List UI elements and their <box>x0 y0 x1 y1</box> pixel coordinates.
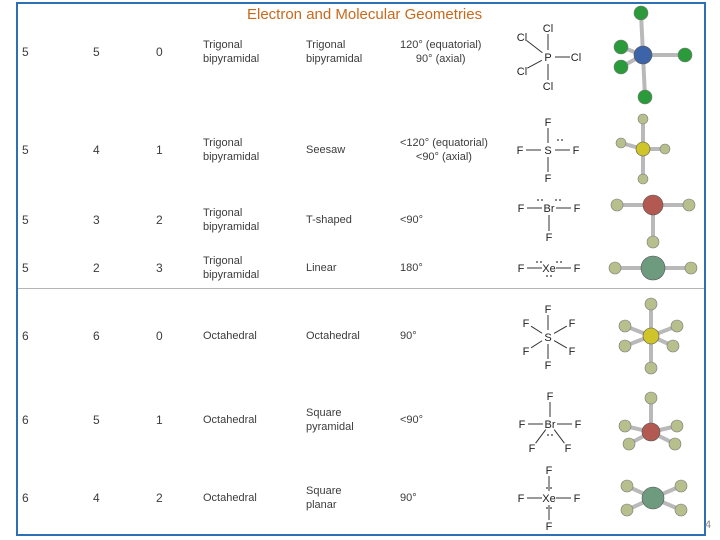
electron-domain-geometry: Octahedral <box>203 414 257 426</box>
ligand-atom-label: F <box>545 465 553 477</box>
molecule-model <box>614 6 692 104</box>
ligand-atom-ball <box>614 60 628 74</box>
central-atom-label: Xe <box>542 493 556 505</box>
ligand-atom-ball <box>621 504 633 516</box>
ligand-atom-label: Cl <box>516 66 528 78</box>
ligand-atom-label: F <box>517 263 525 275</box>
page-title: Electron and Molecular Geometries <box>247 6 483 23</box>
page-number: 4 <box>705 519 712 531</box>
molecular-geometry: Linear <box>306 262 337 274</box>
ligand-atom-label: F <box>528 443 536 455</box>
ligand-atom-label: F <box>516 145 524 157</box>
molecule-model <box>611 195 695 248</box>
ligand-atom-ball <box>616 138 626 148</box>
nonbonding-domain-count: 2 <box>156 213 163 227</box>
ligand-atom-ball <box>667 340 679 352</box>
ligand-atom-label: F <box>568 318 576 330</box>
molecular-geometry: Trigonal bipyramidal <box>306 39 363 65</box>
central-atom-ball <box>643 195 663 215</box>
ligand-atom-ball <box>619 420 631 432</box>
ligand-atom-label: F <box>522 346 530 358</box>
ligand-atom-label: F <box>518 419 526 431</box>
bond-angles: <90° <box>400 414 424 426</box>
molecule-model <box>619 392 683 450</box>
ligand-atom-label: F <box>573 263 581 275</box>
ligand-atom-ball <box>623 438 635 450</box>
ligand-atom-label: F <box>544 304 552 316</box>
ligand-atom-ball <box>685 262 697 274</box>
nonbonding-domain-count: 2 <box>156 491 163 505</box>
electron-domain-geometry: Octahedral <box>203 492 257 504</box>
electron-domain-geometry: Trigonal bipyramidal <box>203 255 260 281</box>
central-atom-ball <box>642 423 660 441</box>
electron-domain-count: 6 <box>22 491 29 505</box>
central-atom-ball <box>636 142 650 156</box>
ligand-atom-label: F <box>573 203 581 215</box>
electron-domain-count: 6 <box>22 413 29 427</box>
bonding-domain-count: 6 <box>93 329 100 343</box>
bond-angles: 180° <box>400 262 423 274</box>
ligand-atom-ball <box>609 262 621 274</box>
ligand-atom-ball <box>614 40 628 54</box>
central-atom-label: S <box>544 332 552 344</box>
ligand-atom-ball <box>669 438 681 450</box>
nonbonding-domain-count: 0 <box>156 329 163 343</box>
molecule-model <box>621 480 687 516</box>
ligand-atom-ball <box>634 6 648 20</box>
bond-angles: <90° <box>400 214 424 226</box>
ligand-atom-label: Cl <box>542 23 554 35</box>
ligand-atom-label: F <box>573 493 581 505</box>
central-atom-ball <box>642 487 664 509</box>
ligand-atom-label: F <box>574 419 582 431</box>
bonding-domain-count: 4 <box>93 143 100 157</box>
molecular-geometry: Square planar <box>306 485 342 511</box>
bonding-domain-count: 2 <box>93 261 100 275</box>
molecular-geometry: Square pyramidal <box>306 407 354 433</box>
ligand-atom-ball <box>638 90 652 104</box>
ligand-atom-label: F <box>545 232 553 244</box>
ligand-atom-label: F <box>517 203 525 215</box>
ligand-atom-ball <box>683 199 695 211</box>
ligand-atom-label: F <box>572 145 580 157</box>
ligand-atom-ball <box>619 320 631 332</box>
bonding-domain-count: 4 <box>93 491 100 505</box>
ligand-atom-label: F <box>545 521 553 533</box>
ligand-atom-label: F <box>544 360 552 372</box>
ligand-atom-ball <box>671 320 683 332</box>
ligand-atom-label: F <box>522 318 530 330</box>
electron-domain-geometry: Trigonal bipyramidal <box>203 39 260 65</box>
bond-angles: <120° (equatorial) <90° (axial) <box>400 137 488 163</box>
electron-domain-geometry: Trigonal bipyramidal <box>203 137 260 163</box>
bonding-domain-count: 5 <box>93 45 100 59</box>
ligand-atom-label: Cl <box>516 32 528 44</box>
ligand-atom-ball <box>647 236 659 248</box>
ligand-atom-label: F <box>544 173 552 185</box>
central-atom-ball <box>641 256 665 280</box>
ligand-atom-ball <box>678 48 692 62</box>
ligand-atom-ball <box>619 340 631 352</box>
central-atom-ball <box>643 328 659 344</box>
ligand-atom-ball <box>621 480 633 492</box>
central-atom-label: P <box>544 52 552 64</box>
bond-angles: 90° <box>400 330 417 342</box>
bonding-domain-count: 3 <box>93 213 100 227</box>
ligand-atom-ball <box>611 199 623 211</box>
nonbonding-domain-count: 1 <box>156 143 163 157</box>
central-atom-ball <box>634 46 652 64</box>
electron-domain-count: 5 <box>22 143 29 157</box>
ligand-atom-label: F <box>546 391 554 403</box>
molecular-geometry: T-shaped <box>306 214 352 226</box>
nonbonding-domain-count: 3 <box>156 261 163 275</box>
ligand-atom-label: F <box>568 346 576 358</box>
central-atom-label: Xe <box>542 263 556 275</box>
electron-domain-geometry: Octahedral <box>203 330 257 342</box>
ligand-atom-ball <box>645 298 657 310</box>
central-atom-label: Br <box>544 419 556 431</box>
molecule-model <box>609 256 697 280</box>
ligand-atom-label: F <box>544 117 552 129</box>
nonbonding-domain-count: 1 <box>156 413 163 427</box>
bond-angles: 120° (equatorial) 90° (axial) <box>400 39 482 65</box>
ligand-atom-label: F <box>564 443 572 455</box>
electron-domain-count: 5 <box>22 213 29 227</box>
ligand-atom-label: F <box>517 493 525 505</box>
central-atom-label: Br <box>543 203 555 215</box>
ligand-atom-ball <box>645 362 657 374</box>
electron-domain-geometry: Trigonal bipyramidal <box>203 207 260 233</box>
ligand-atom-ball <box>638 174 648 184</box>
bond-angles: 90° <box>400 492 417 504</box>
ligand-atom-ball <box>675 480 687 492</box>
ligand-atom-label: Cl <box>570 52 582 64</box>
molecule-model <box>616 114 670 184</box>
molecule-model <box>619 298 683 374</box>
bonding-domain-count: 5 <box>93 413 100 427</box>
nonbonding-domain-count: 0 <box>156 45 163 59</box>
molecular-geometry: Octahedral <box>306 330 360 342</box>
ligand-atom-ball <box>660 144 670 154</box>
ligand-atom-ball <box>671 420 683 432</box>
electron-domain-count: 5 <box>22 261 29 275</box>
ligand-atom-ball <box>638 114 648 124</box>
ligand-atom-label: Cl <box>542 81 554 93</box>
central-atom-label: S <box>544 145 552 157</box>
ligand-atom-ball <box>675 504 687 516</box>
electron-domain-count: 6 <box>22 329 29 343</box>
molecular-geometry: Seesaw <box>306 144 346 156</box>
electron-domain-count: 5 <box>22 45 29 59</box>
ligand-atom-ball <box>645 392 657 404</box>
